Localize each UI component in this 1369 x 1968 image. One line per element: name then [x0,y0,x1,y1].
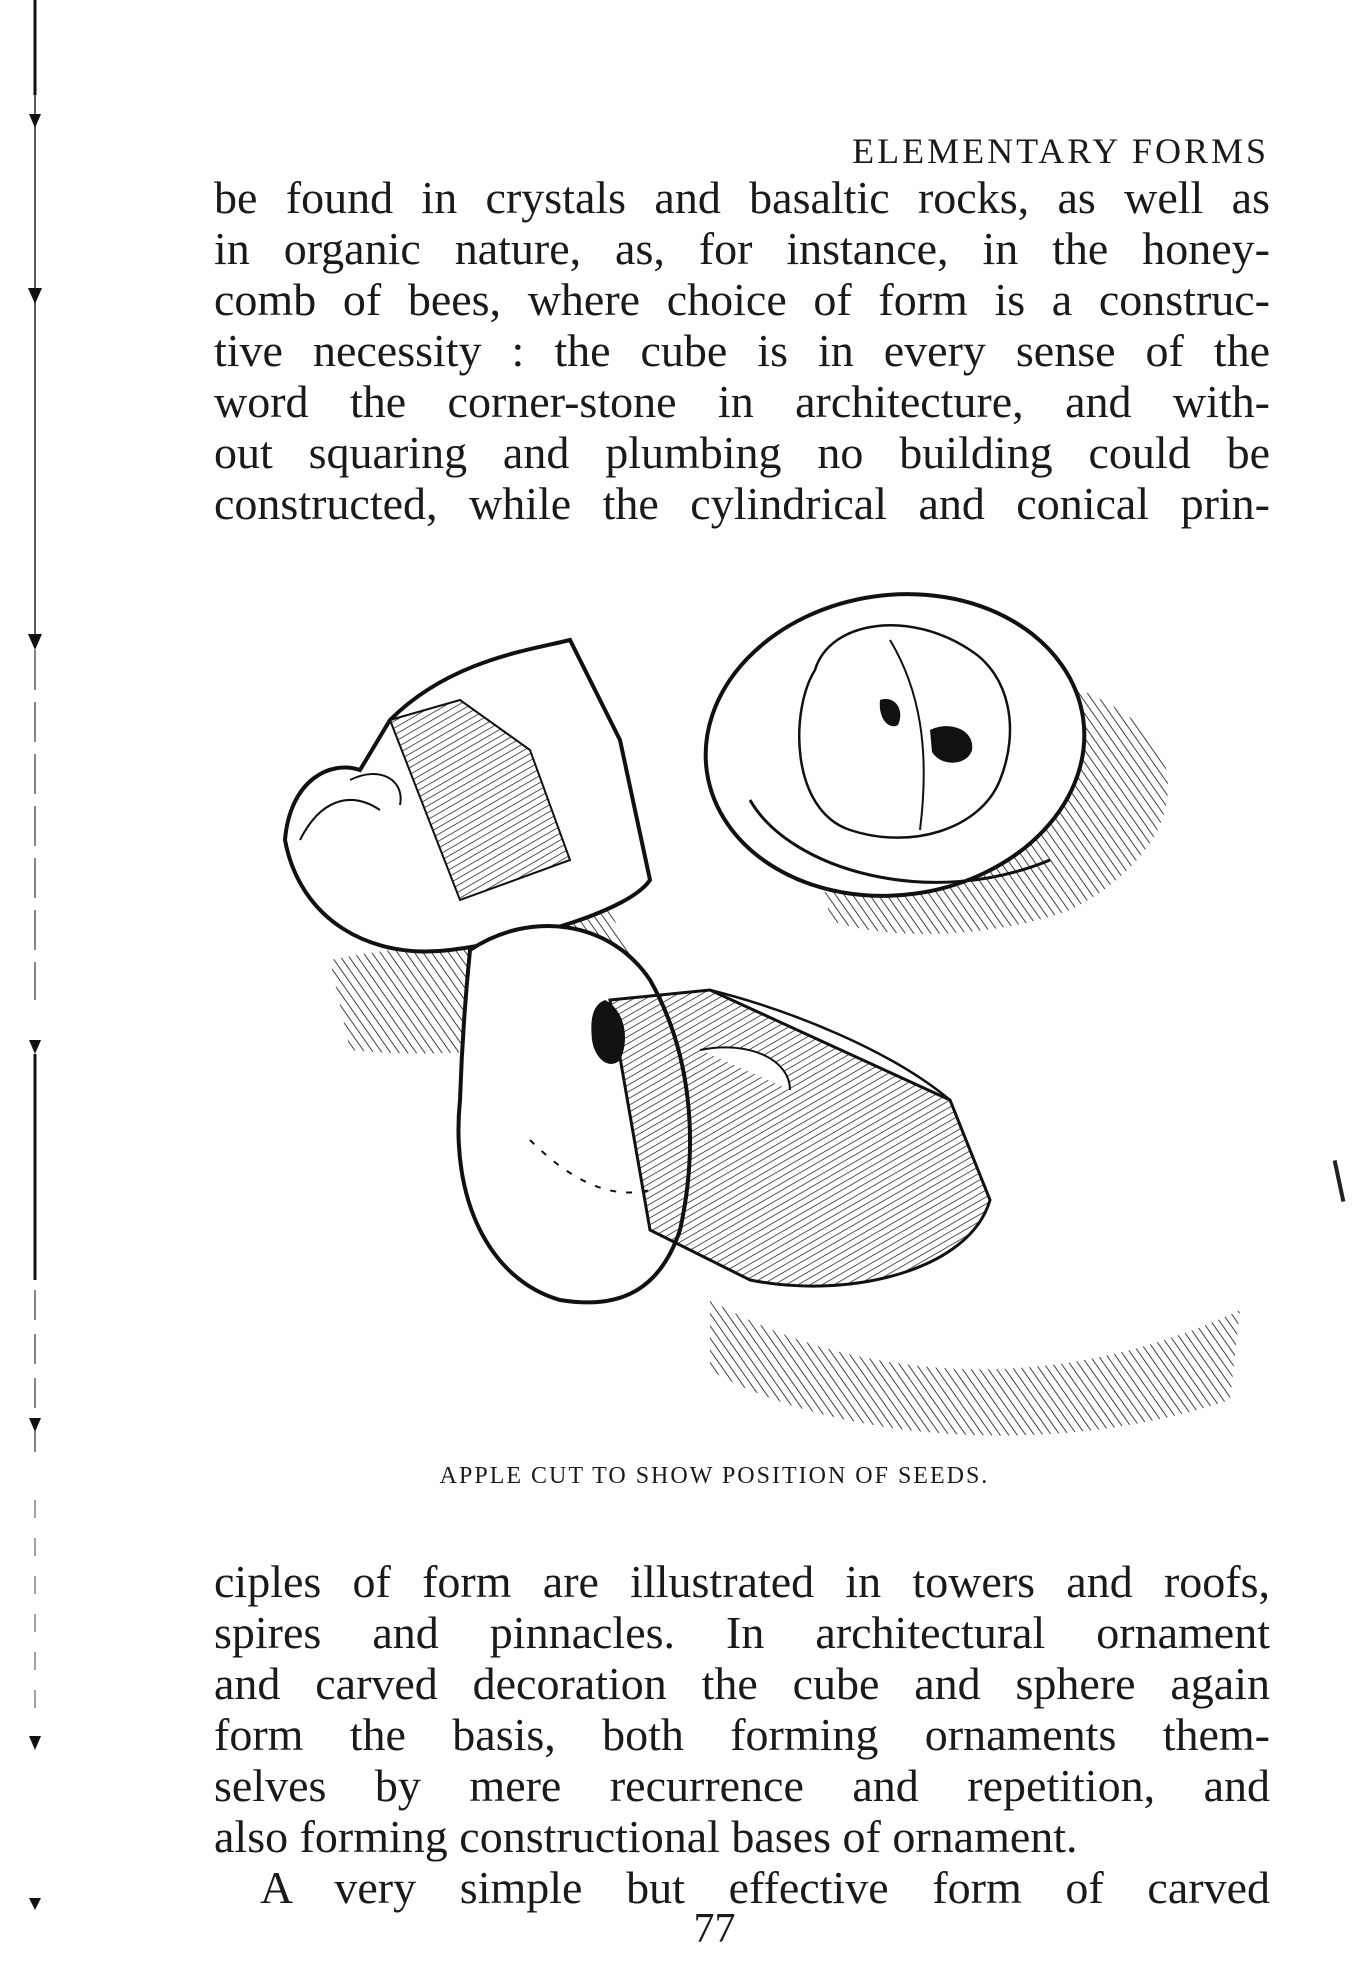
binding-gutter [0,0,80,1968]
text-line: word the corner-stone in architecture, and with- [214,376,1270,427]
page-number: 77 [693,1906,736,1952]
figure-caption: APPLE CUT TO SHOW POSITION OF SEEDS. [439,1463,990,1489]
text-line: tive necessity : the cube is in every sense of the [214,325,1270,376]
text-line: be found in crystals and basaltic rocks, as well as [214,172,1270,223]
text-line: comb of bees, where choice of form is a construc- [214,274,1270,325]
shadow [710,1300,1240,1436]
text-line: form the basis, both forming ornaments them- [214,1709,1270,1760]
text-line: out squaring and plumbing no building could be [214,427,1270,478]
text-line: in organic nature, as, for instance, in the honey- [214,223,1270,274]
text-line: and carved decoration the cube and sphere again [214,1658,1270,1709]
text-line: spires and pinnacles. In architectural ornament [214,1607,1270,1658]
text-line: also forming constructional bases of ornament. [214,1811,1078,1862]
text-line: selves by mere recurrence and repetition, and [214,1760,1270,1811]
apple-wedge [285,640,650,952]
text-line: A very simple but effective form of carved [260,1862,1270,1913]
text-line: ciples of form are illustrated in towers and roofs, [214,1556,1270,1607]
body-paragraph-top [214,172,1270,529]
apple-illustration [230,580,1270,1460]
text-line: constructed, while the cylindrical and conical prin- [214,478,1270,529]
running-head: ELEMENTARY FORMS [852,131,1269,171]
body-paragraph-bottom [214,1556,1270,1913]
margin-mark [1333,1160,1346,1202]
